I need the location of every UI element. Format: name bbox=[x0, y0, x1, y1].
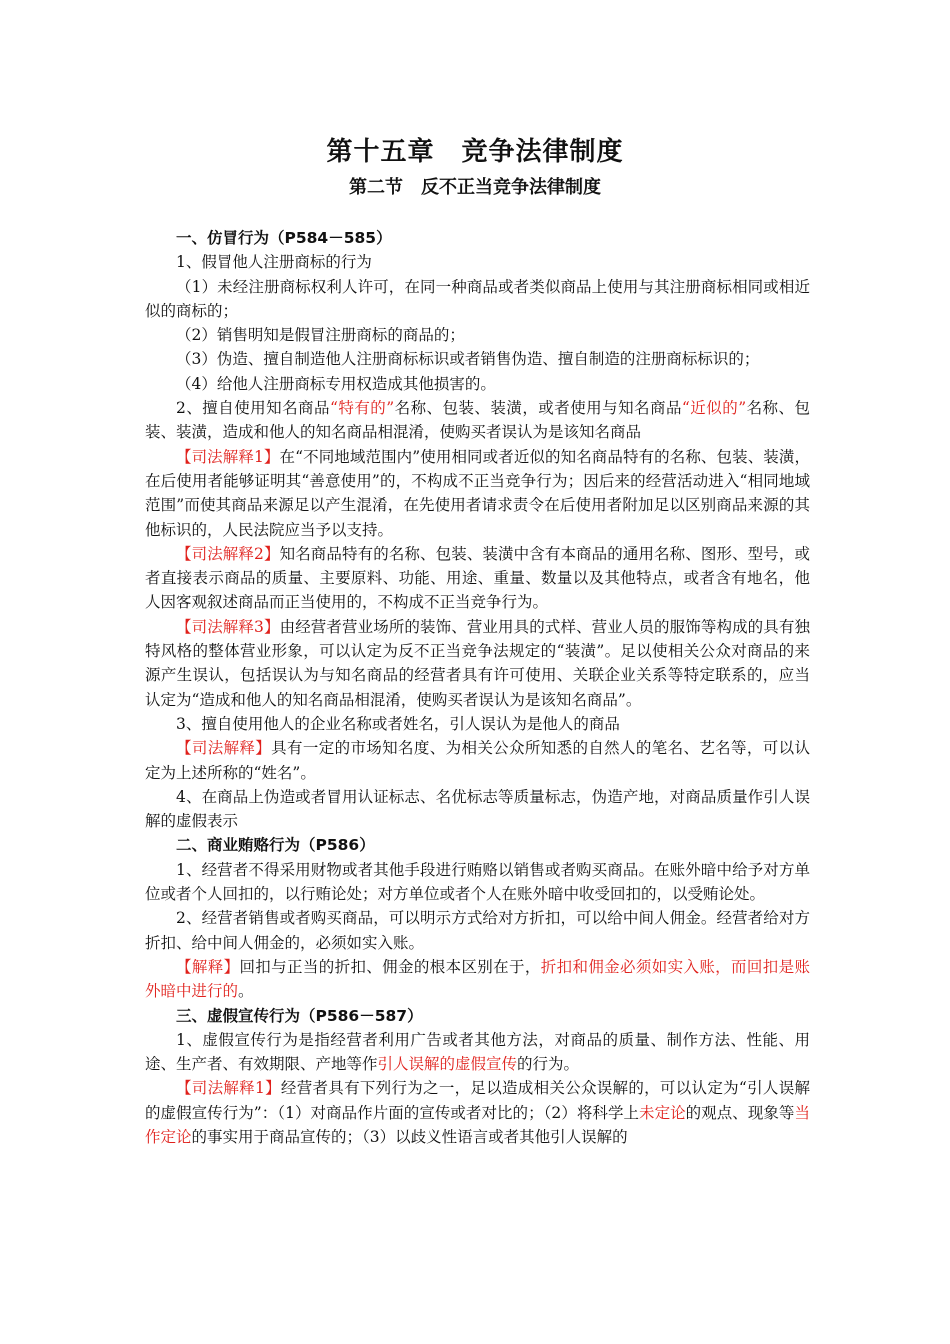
text-segment: 名称、包装、装潢，造成和他人的知名商品相混淆，使购买者误认为是该知名商品 bbox=[145, 399, 810, 442]
text-segment: 在“不同地域范围内”使用相同或者近似的知名商品特有的名称、包装、装潢，在后使用者能够证明其“善意使用”的，不构成不正当竞争行为；因后来的经营活动进入“相同地域范围”而使其商品来源足以产生混淆，在先使用者请求责令在后使用者附加足以区别商品来源的其他标识的，人民法院应当予以支持。 bbox=[145, 447, 810, 539]
text-segment: 回扣与正当的折扣、佣金的根本区别在于， bbox=[239, 957, 541, 976]
paragraph bbox=[145, 858, 810, 907]
section-heading bbox=[145, 833, 810, 857]
paragraph bbox=[145, 736, 810, 785]
paragraph bbox=[145, 372, 810, 396]
paragraph bbox=[145, 542, 810, 615]
text-segment: 1、假冒他人注册商标的行为 bbox=[176, 253, 372, 272]
paragraph bbox=[145, 445, 810, 542]
text-segment: （2）销售明知是假冒注册商标的商品的； bbox=[176, 326, 465, 345]
text-segment: 的观点、现象等 bbox=[685, 1103, 795, 1122]
highlighted-text: 未定论 bbox=[639, 1103, 686, 1122]
paragraph bbox=[145, 1028, 810, 1077]
paragraph bbox=[145, 1076, 810, 1149]
text-segment: 的事实用于商品宣传的；（3）以歧义性语言或者其他引人误解的 bbox=[191, 1127, 628, 1146]
highlighted-text: “近似的” bbox=[681, 399, 747, 418]
text-segment: （3）伪造、擅自制造他人注册商标标识或者销售伪造、擅自制造的注册商标标识的； bbox=[176, 350, 760, 369]
highlighted-text: 当作定论 bbox=[145, 1103, 810, 1146]
text-segment: 具有一定的市场知名度、为相关公众所知悉的自然人的笔名、艺名等，可以认定为上述所称的“姓名”。 bbox=[145, 739, 810, 782]
highlighted-text: 【司法解释2】 bbox=[176, 544, 280, 563]
highlighted-text: 【司法解释1】 bbox=[176, 447, 280, 466]
paragraph bbox=[145, 785, 810, 834]
text-segment: 3、擅自使用他人的企业名称或者姓名，引人误认为是他人的商品 bbox=[176, 714, 620, 733]
paragraph bbox=[145, 275, 810, 324]
highlighted-text: 折扣和佣金必须如实入账，而回扣是账外暗中进行的 bbox=[145, 957, 810, 1001]
text-segment: 一、仿冒行为（P584－585） bbox=[176, 229, 392, 247]
text-segment: 二、商业贿赂行为（P586） bbox=[176, 836, 375, 855]
paragraph bbox=[145, 347, 810, 371]
paragraph bbox=[145, 396, 810, 445]
text-segment: 1、经营者不得采用财物或者其他手段进行贿赂以销售或者购买商品。在账外暗中给予对方单位或者个人回扣的，以行贿论处；对方单位或者个人在账外暗中收受回扣的，以受贿论处。 bbox=[145, 860, 810, 904]
highlighted-text: 【解释】 bbox=[176, 957, 240, 976]
text-segment: （4）给他人注册商标专用权造成其他损害的。 bbox=[176, 374, 496, 393]
chapter-title: 第十五章 竞争法律制度 bbox=[326, 137, 624, 167]
paragraph bbox=[145, 712, 810, 736]
text-segment: 1、虚假宣传行为是指经营者利用广告或者其他方法，对商品的质量、制作方法、性能、用途、生产者、有效期限、产地等作 bbox=[145, 1030, 810, 1074]
text-segment: 2、经营者销售或者购买商品，可以明示方式给对方折扣，可以给中间人佣金。经营者给对方折扣、给中间人佣金的，必须如实入账。 bbox=[145, 909, 810, 952]
highlighted-text: 【司法解释3】 bbox=[176, 617, 280, 636]
text-segment: 名称、包装、装潢，或者使用与知名商品 bbox=[394, 399, 682, 418]
text-segment: （1）未经注册商标权利人许可，在同一种商品或者类似商品上使用与其注册商标相同或相近似的商标的； bbox=[145, 277, 810, 320]
text-segment: 知名商品特有的名称、包装、装潢中含有本商品的通用名称、图形、型号，或者直接表示商品的质量、主要原料、功能、用途、重量、数量以及其他特点，或者含有地名，他人因客观叙述商品而正当使用的，不构成不正当竞争行为。 bbox=[145, 544, 810, 612]
highlighted-text: “特有的” bbox=[329, 399, 395, 418]
paragraph bbox=[145, 615, 810, 712]
text-segment: 4、在商品上伪造或者冒用认证标志、名优标志等质量标志，伪造产地，对商品质量作引人误解的虚假表示 bbox=[145, 787, 810, 831]
text-segment: 三、虚假宣传行为（P586－587） bbox=[176, 1006, 423, 1025]
paragraph bbox=[145, 250, 810, 274]
text-segment: 的行为。 bbox=[517, 1055, 580, 1074]
document-body bbox=[145, 226, 810, 1149]
paragraph bbox=[145, 955, 810, 1004]
text-segment: 。 bbox=[238, 982, 254, 1001]
paragraph bbox=[145, 323, 810, 347]
text-segment: 经营者具有下列行为之一，足以造成相关公众误解的，可以认定为“引人误解的虚假宣传行为”：（1）对商品作片面的宣传或者对比的；（2）将科学上 bbox=[145, 1079, 810, 1122]
text-segment: 2、擅自使用知名商品 bbox=[176, 399, 330, 418]
section-heading bbox=[145, 1004, 810, 1028]
highlighted-text: 【司法解释】 bbox=[176, 739, 272, 758]
section-heading bbox=[145, 226, 810, 250]
highlighted-text: 引人误解的虚假宣传 bbox=[377, 1055, 518, 1074]
paragraph bbox=[145, 906, 810, 955]
highlighted-text: 【司法解释1】 bbox=[176, 1079, 281, 1098]
text-segment: 由经营者营业场所的装饰、营业用具的式样、营业人员的服饰等构成的具有独特风格的整体营业形象，可以认定为反不正当竞争法规定的“装潢”。足以使相关公众对商品的来源产生误认，包括误认为与知名商品的经营者具有许可使用、关联企业关系等特定联系的，应当认定为“造成和他人的知名商品相混淆，使购买者误认为是该知名商品”。 bbox=[145, 617, 810, 709]
section-title: 第二节 反不正当竞争法律制度 bbox=[349, 177, 601, 198]
